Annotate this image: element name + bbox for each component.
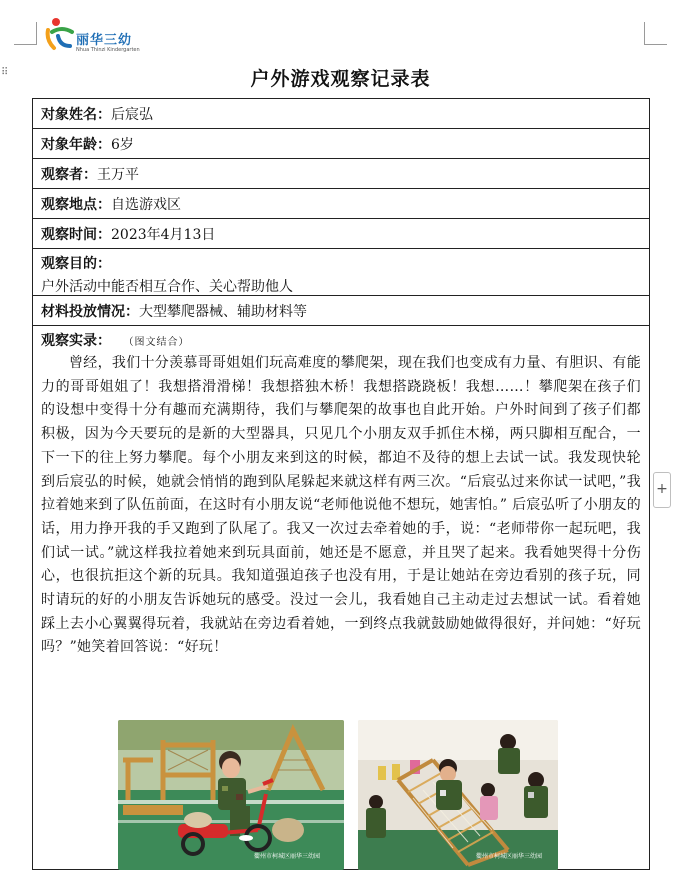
value-purpose[interactable]: 户外活动中能否相互合作、关心帮助他人 <box>41 279 293 295</box>
label-observer: 观察者： <box>41 166 97 183</box>
photo-child-on-red-tricycle-icon <box>118 720 344 870</box>
value-observer[interactable]: 王万平 <box>97 166 139 183</box>
label-purpose: 观察目的： <box>41 256 111 272</box>
page-corner-mark-top-left <box>14 22 37 45</box>
logo-name: 丽华三幼 <box>76 33 133 48</box>
value-subject-name[interactable]: 后宸弘 <box>111 106 153 123</box>
label-record: 观察实录： <box>41 333 111 349</box>
label-materials: 材料投放情况： <box>41 303 139 320</box>
value-subject-age[interactable]: 6岁 <box>111 136 134 153</box>
row-purpose <box>33 249 649 296</box>
table-drag-handle-icon[interactable]: ⠿ <box>1 67 10 78</box>
row-time <box>33 219 649 249</box>
row-subject-age <box>33 129 649 159</box>
add-column-button[interactable]: + <box>653 472 671 508</box>
photo-child-on-tricycle[interactable] <box>118 720 344 870</box>
row-subject-name <box>33 99 649 129</box>
page-corner-mark-top-right <box>644 22 667 45</box>
label-subject-name: 对象姓名： <box>41 106 111 123</box>
label-subject-age: 对象年龄： <box>41 136 111 153</box>
row-materials <box>33 296 649 326</box>
record-body-text[interactable]: 曾经，我们十分羡慕哥哥姐姐们玩高难度的攀爬架，现在我们也变成有力量、有胆识、有能力的哥哥姐姐了！我想搭滑滑梯！我想搭独木桥！我想搭跷跷板！我想……！攀爬架在孩子们的设想中变得十分有趣而充满期待，我们与攀爬架的故事也自此开始。户外时间到了孩子们都积极，因为今天要玩的是新的大型器具，只见几个小朋友双手抓住木梯，两只脚相互配合，一下一下的往上努力攀爬。每个小朋友来到这的时候，都迫不及待的想上去试一试。我发现快轮到后宸弘的时候，她就会悄悄的跑到队尾躲起来就这样有两三次。“后宸弘过来你试一试吧，”我拉着她来到了队伍前面，在这时有小朋友说“老师他说他不想玩，她害怕。” 后宸弘听了小朋友的话，用力挣开我的手又跑到了队尾了。我又一次过去牵着她的手，说：“老师带你一起玩吧，我们试一试。”就这样我拉着她来到玩具面前，她还是不愿意，并且哭了起来。我看她哭得十分伤心，也很抗拒这个新的玩具。我知道强迫孩子也没有用，于是让她站在旁边看别的孩子玩，同时请玩的好的小朋友告诉她玩的感受。没过一会儿，我看她自己主动走过去想试一试。看着她踩上去小心翼翼得玩着，我就站在旁边看着她，一到终点我就鼓励她做得很好，并问她：“好玩吗？”她笑着回答说：“好玩！ <box>41 355 641 656</box>
photo-children-climbing[interactable] <box>358 720 558 870</box>
photo-watermark-1: 衢州市柯城区丽华三幼园 <box>254 853 321 860</box>
logo-mark-icon <box>44 16 76 52</box>
value-materials[interactable]: 大型攀爬器械、辅助材料等 <box>139 303 307 320</box>
record-note: （图文结合） <box>123 337 190 348</box>
value-time[interactable]: 2023年4月13日 <box>111 226 216 243</box>
kindergarten-logo <box>44 16 154 54</box>
value-location[interactable]: 自选游戏区 <box>111 196 181 213</box>
document-title: 户外游戏观察记录表 <box>250 68 431 90</box>
label-time: 观察时间： <box>41 226 111 243</box>
photo-children-climbing-frame-icon <box>358 720 558 870</box>
row-observer <box>33 159 649 189</box>
row-location <box>33 189 649 219</box>
label-location: 观察地点： <box>41 196 111 213</box>
logo-subtitle: Nhua Thinzi Kindergarten <box>76 47 140 53</box>
record-header <box>41 330 641 348</box>
photo-watermark-2: 衢州市柯城区丽华三幼园 <box>476 853 543 860</box>
